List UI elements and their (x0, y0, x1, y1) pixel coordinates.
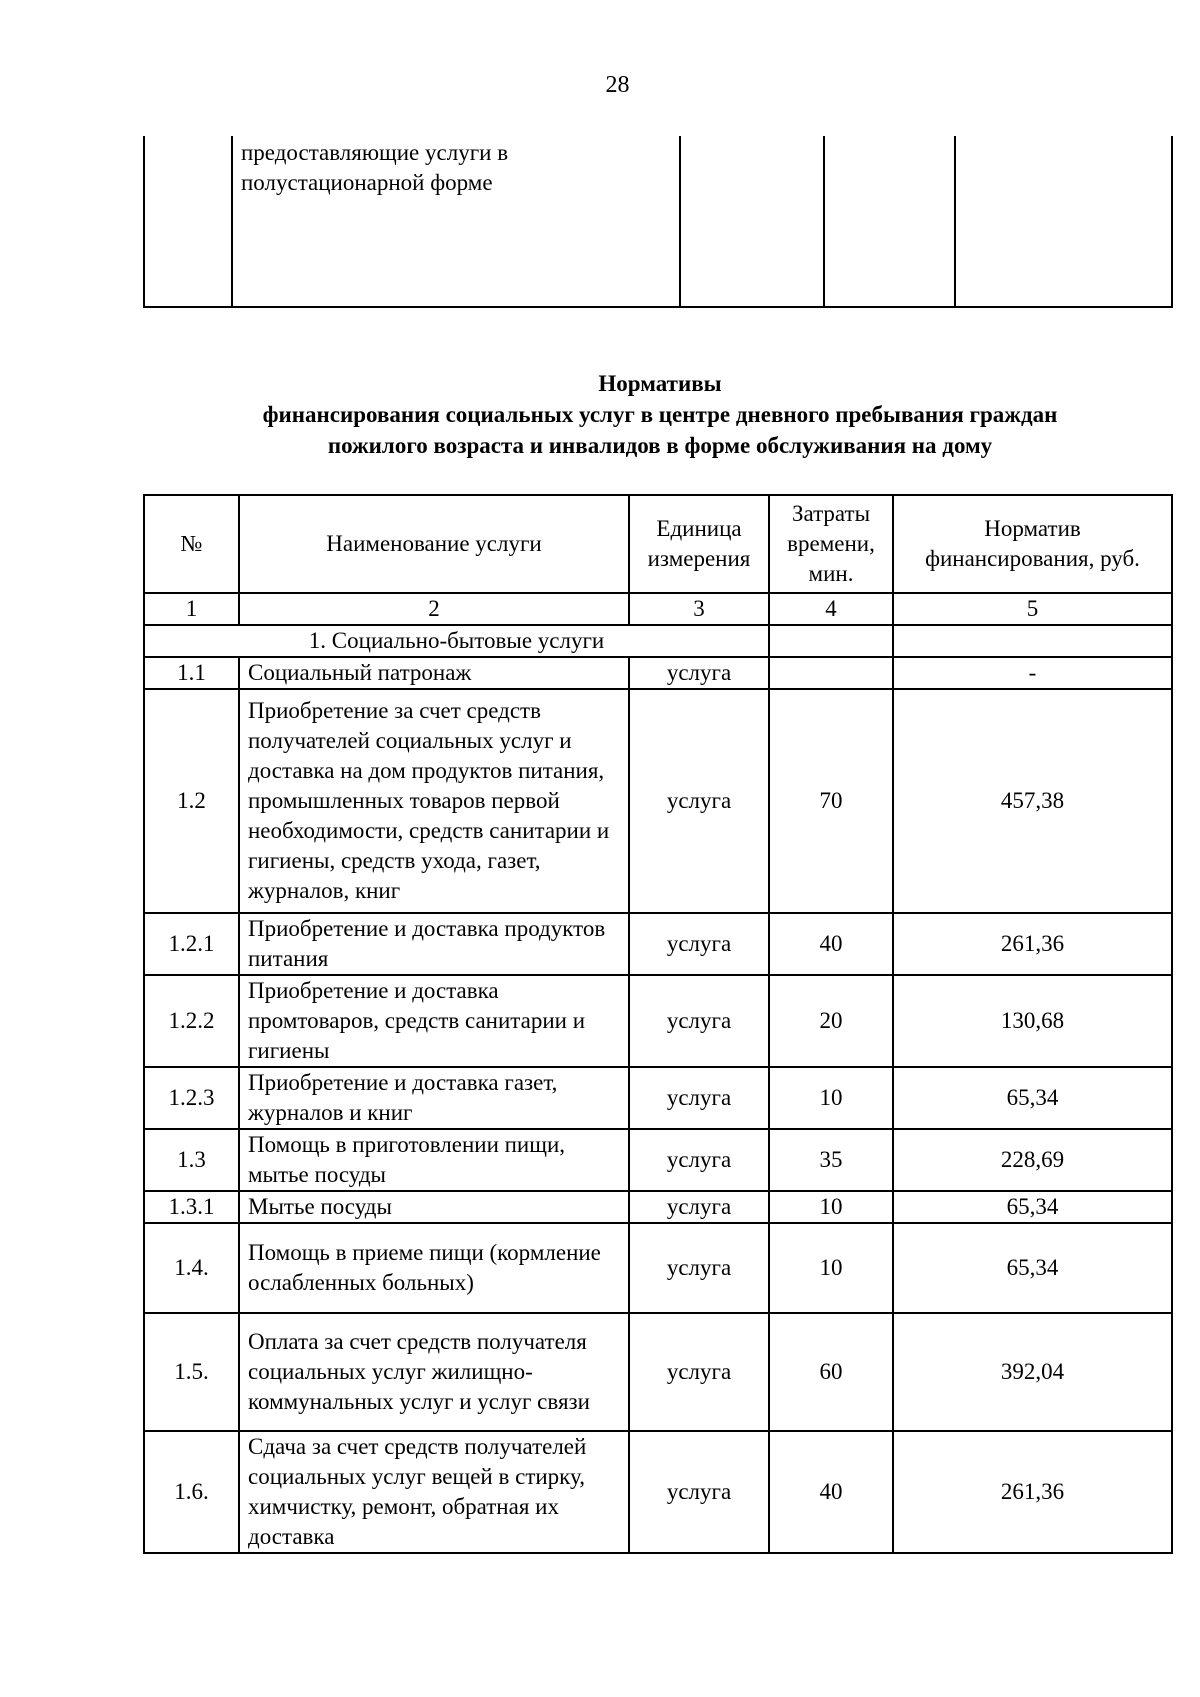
table-row (144, 1431, 1172, 1553)
table-row (144, 1067, 1172, 1129)
heading-line-1: Нормативы (598, 371, 722, 396)
column-number: 4 (769, 593, 893, 625)
table-row (144, 136, 1172, 307)
unit-of-measure: услуга (629, 1067, 769, 1129)
table-row (144, 657, 1172, 689)
financing-norm: 261,36 (893, 1431, 1172, 1553)
page-number: 28 (605, 72, 630, 98)
row-number: 1.6. (144, 1431, 239, 1553)
table-cell (144, 136, 232, 307)
column-number-row (144, 593, 1172, 625)
time-cost: 40 (769, 1431, 893, 1553)
time-cost: 35 (769, 1129, 893, 1191)
row-number: 1.3 (144, 1129, 239, 1191)
financing-norm: 392,04 (893, 1313, 1172, 1431)
unit-of-measure: услуга (629, 1129, 769, 1191)
row-number: 1.2.1 (144, 913, 239, 975)
service-name: Социальный патронаж (239, 657, 629, 689)
table-cell (893, 625, 1172, 657)
time-cost: 20 (769, 975, 893, 1067)
table-row (144, 1313, 1172, 1431)
financing-norm: 65,34 (893, 1223, 1172, 1313)
time-cost: 10 (769, 1191, 893, 1223)
table-row (144, 689, 1172, 913)
unit-of-measure: услуга (629, 1431, 769, 1553)
financing-norm: - (893, 657, 1172, 689)
header-cell: Затраты времени, мин. (769, 495, 893, 593)
table-row (144, 975, 1172, 1067)
service-name: Приобретение и доставка газет, журналов и книг (239, 1067, 629, 1129)
header-cell: Норматив финансирования, руб. (893, 495, 1172, 593)
continuation-text: предоставляющие услуги в полустационарной форме (232, 136, 680, 307)
row-number: 1.4. (144, 1223, 239, 1313)
service-name: Помощь в приготовлении пищи, мытье посуды (239, 1129, 629, 1191)
unit-of-measure: услуга (629, 1191, 769, 1223)
row-number: 1.3.1 (144, 1191, 239, 1223)
table-row (144, 913, 1172, 975)
service-name: Оплата за счет средств получателя социальных услуг жилищно-коммунальных услуг и услуг связи (239, 1313, 629, 1431)
unit-of-measure: услуга (629, 657, 769, 689)
service-name: Помощь в приеме пищи (кормление ослабленных больных) (239, 1223, 629, 1313)
financing-norm: 261,36 (893, 913, 1172, 975)
header-row (144, 495, 1172, 593)
table-row (144, 1129, 1172, 1191)
table-cell (769, 625, 893, 657)
column-number: 2 (239, 593, 629, 625)
unit-of-measure: услуга (629, 913, 769, 975)
unit-of-measure: услуга (629, 689, 769, 913)
heading-line-2: финансирования социальных услуг в центре дневного пребывания граждан (262, 402, 1058, 427)
time-cost: 10 (769, 1067, 893, 1129)
unit-of-measure: услуга (629, 1313, 769, 1431)
table-row (144, 1191, 1172, 1223)
service-name: Мытье посуды (239, 1191, 629, 1223)
time-cost: 40 (769, 913, 893, 975)
row-number: 1.1 (144, 657, 239, 689)
financing-norm: 457,38 (893, 689, 1172, 913)
table-cell (680, 136, 824, 307)
financing-norm: 228,69 (893, 1129, 1172, 1191)
time-cost: 10 (769, 1223, 893, 1313)
table-cell (955, 136, 1172, 307)
service-name: Сдача за счет средств получателей социальных услуг вещей в стирку, химчистку, ремонт, обратная их доставка (239, 1431, 629, 1553)
unit-of-measure: услуга (629, 975, 769, 1067)
unit-of-measure: услуга (629, 1223, 769, 1313)
heading-line-3: пожилого возраста и инвалидов в форме обслуживания на дому (327, 433, 993, 458)
norms-table (143, 494, 1173, 1554)
table-row (144, 1223, 1172, 1313)
financing-norm: 130,68 (893, 975, 1172, 1067)
service-name: Приобретение и доставка промтоваров, средств санитарии и гигиены (239, 975, 629, 1067)
column-number: 3 (629, 593, 769, 625)
service-name: Приобретение и доставка продуктов питания (239, 913, 629, 975)
column-number: 5 (893, 593, 1172, 625)
time-cost: 70 (769, 689, 893, 913)
section-title: 1. Социально-бытовые услуги (144, 625, 769, 657)
time-cost (769, 657, 893, 689)
table-heading (160, 368, 1160, 461)
service-name: Приобретение за счет средств получателей социальных услуг и доставка на дом продуктов питания, промышленных товаров первой необходимости, средств санитарии и гигиены, средств ухода, газет, журналов, книг (239, 689, 629, 913)
row-number: 1.5. (144, 1313, 239, 1431)
column-number: 1 (144, 593, 239, 625)
time-cost: 60 (769, 1313, 893, 1431)
header-cell: № (144, 495, 239, 593)
row-number: 1.2.3 (144, 1067, 239, 1129)
financing-norm: 65,34 (893, 1067, 1172, 1129)
header-cell: Наименование услуги (239, 495, 629, 593)
header-cell: Единица измерения (629, 495, 769, 593)
table-cell (824, 136, 955, 307)
continuation-table (143, 136, 1173, 308)
financing-norm: 65,34 (893, 1191, 1172, 1223)
row-number: 1.2 (144, 689, 239, 913)
row-number: 1.2.2 (144, 975, 239, 1067)
section-row (144, 625, 1172, 657)
